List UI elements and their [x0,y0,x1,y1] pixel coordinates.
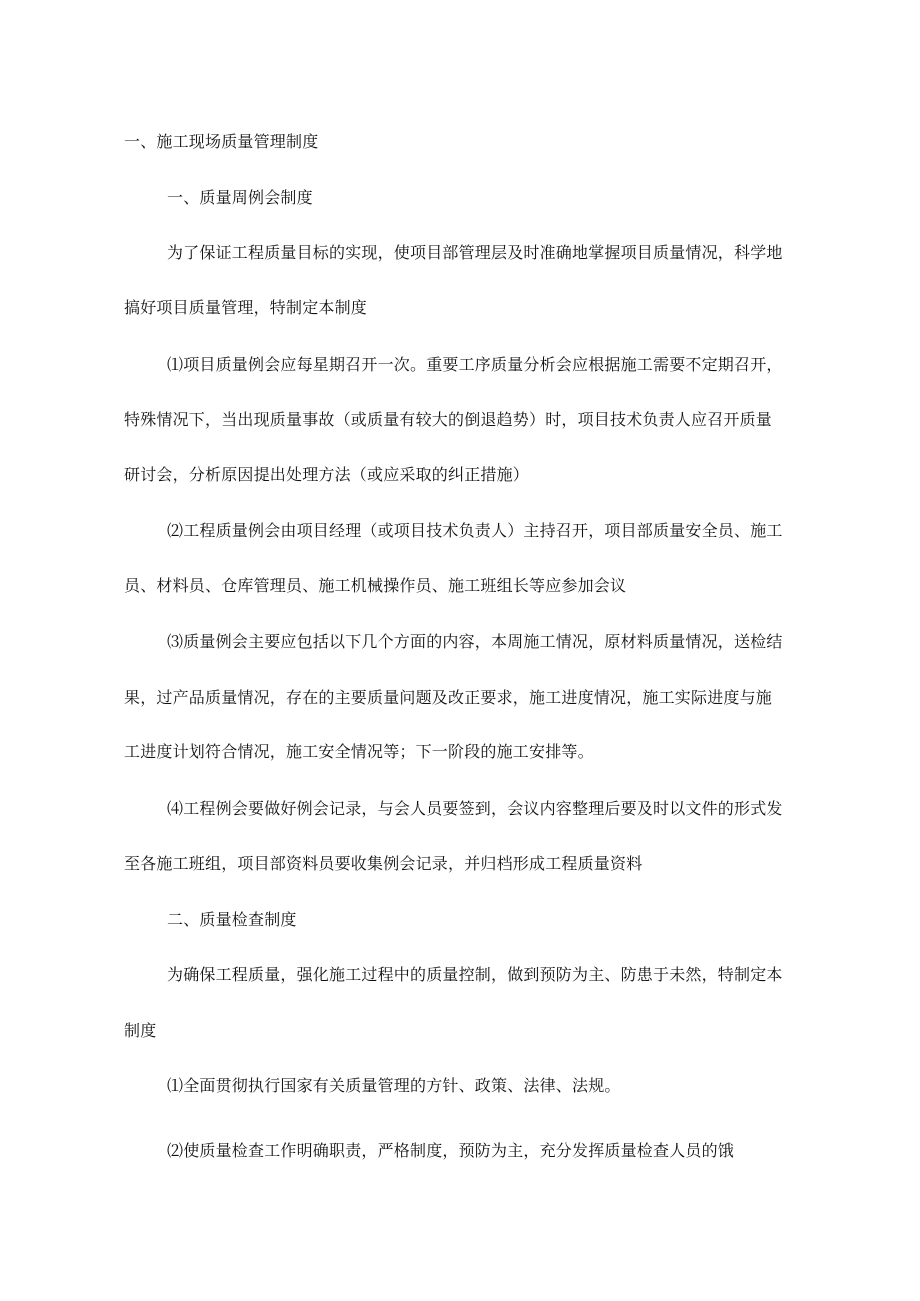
section-heading-quality-inspection: 二、质量检查制度 [167,910,297,929]
list-item-line: 至各施工班组，项目部资料员要收集例会记录，并归档形成工程质量资料 [124,854,643,873]
list-item-line: ⑴项目质量例会应每星期召开一次。重要工序质量分析会应根据施工需要不定期召开， [167,355,783,374]
list-item-line: ⑵工程质量例会由项目经理（或项目技术负责人）主持召开，项目部质量安全员、施工 [167,521,783,540]
paragraph-line: 为确保工程质量，强化施工过程中的质量控制，做到预防为主、防患于未然，特制定本 [167,965,783,984]
list-item-line: 研讨会，分析原因提出处理方法（或应采取的纠正措施） [124,465,530,484]
list-item-line: ⑶质量例会主要应包括以下几个方面的内容，本周施工情况，原材料质量情况，送检结 [167,632,783,651]
paragraph-line: 搞好项目质量管理，特制定本制度 [124,298,368,317]
list-item-line: 特殊情况下，当出现质量事故（或质量有较大的倒退趋势）时，项目技术负责人应召开质量 [124,410,773,429]
list-item-line: ⑷工程例会要做好例会记录，与会人员要签到，会议内容整理后要及时以文件的形式发 [167,799,783,818]
list-item-line: 果，过产品质量情况，存在的主要质量问题及改正要求，施工进度情况，施工实际进度与施 [124,688,773,707]
list-item-line: ⑵使质量检查工作明确职责，严格制度，预防为主，充分发挥质量检查人员的饿 [167,1141,735,1160]
paragraph-line: 制度 [124,1021,157,1040]
list-item-line: 员、材料员、仓库管理员、施工机械操作员、施工班组长等应参加会议 [124,576,627,595]
section-heading-weekly-meeting: 一、质量周例会制度 [167,188,313,207]
paragraph-line: 为了保证工程质量目标的实现，使项目部管理层及时准确地掌握项目质量情况，科学地 [167,243,783,262]
list-item-line: ⑴全面贯彻执行国家有关质量管理的方针、政策、法律、法规。 [167,1076,621,1095]
list-item-line: 工进度计划符合情况，施工安全情况等；下一阶段的施工安排等。 [124,742,594,761]
document-title: 一、施工现场质量管理制度 [124,132,319,151]
